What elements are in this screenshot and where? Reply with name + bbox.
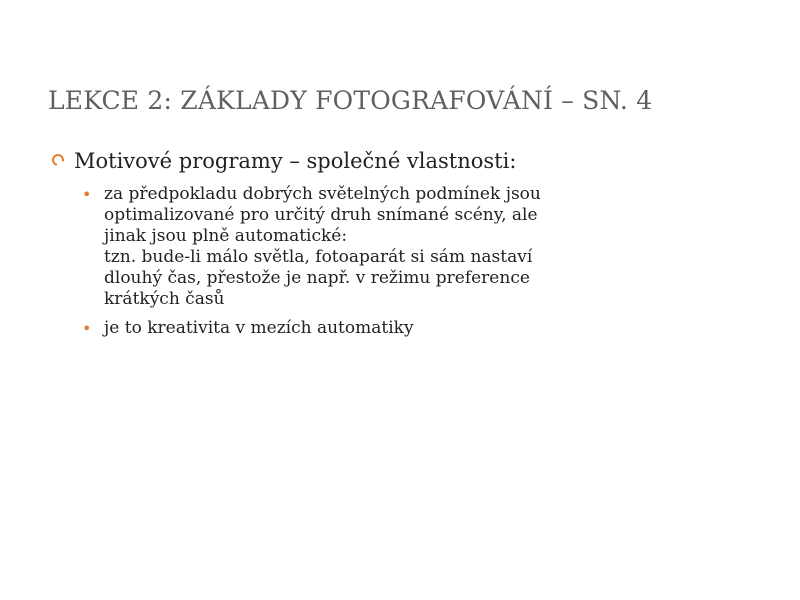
ring-bullet-icon [50,152,66,168]
dot-bullet-icon: • [82,185,92,204]
slide-body [52,146,752,347]
main-bullet-text: Motivové programy – společné vlastnosti: [74,149,517,173]
main-bullet-item [52,146,752,176]
sub-bullet-line: jinak jsou plně automatické: [104,226,348,246]
sub-bullet-line: tzn. bude-li málo světla, fotoaparát si sám nastaví [104,247,533,267]
sub-bullet-item [82,318,752,339]
sub-bullet-item [82,184,752,310]
sub-bullet-line: krátkých časů [104,289,225,309]
slide-title: LEKCE 2: ZÁKLADY FOTOGRAFOVÁNÍ – SN. 4 [48,86,653,115]
dot-bullet-icon: • [82,319,92,338]
sub-bullet-text [104,318,664,339]
sub-bullet-line: je to kreativita v mezích automatiky [104,318,414,338]
sub-bullet-line: optimalizované pro určitý druh snímané scény, ale [104,205,538,225]
sub-bullet-line: za předpokladu dobrých světelných podmínek jsou [104,184,541,204]
sub-bullet-line: dlouhý čas, přestože je např. v režimu preference [104,268,530,288]
sub-bullet-list [52,184,752,339]
sub-bullet-text [104,184,664,310]
